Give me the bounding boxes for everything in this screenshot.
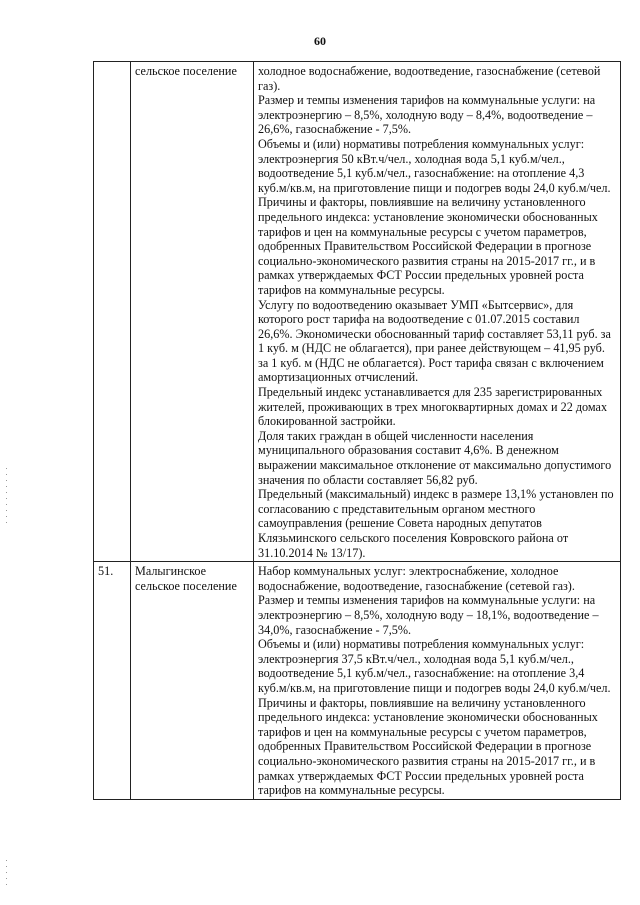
row-number-cell: 51. xyxy=(94,562,131,800)
description-paragraph: Размер и темпы изменения тарифов на коммунальные услуги: на электроэнергию – 8,5%, холодную воду – 8,4%, водоотведение – 26,6%, газоснабжение - 7,5%. xyxy=(258,93,596,137)
description-paragraph: Услугу по водоотведению оказывает УМП «Бытсервис», для которого рост тарифа на водоотведение с 01.07.2015 составил 26,6%. Экономически обоснованный тариф составляет 53,11 руб. за 1 куб. м (НДС не облагается), при ранее действующем – 41,95 руб. за 1 куб. м (НДС не облагается). Рост тарифа связан с включением амортизационных отчислений. xyxy=(258,297,611,385)
row-number-cell xyxy=(94,62,131,562)
tariff-table xyxy=(93,61,621,800)
description-cell xyxy=(254,562,621,800)
description-paragraph: Предельный индекс устанавливается для 235 зарегистрированных жителей, проживающих в трех многоквартирных домах и 22 домах блокированной застройки. xyxy=(258,385,608,429)
description-paragraph: холодное водоснабжение, водоотведение, газоснабжение (сетевой газ). xyxy=(258,64,601,93)
description-cell xyxy=(254,62,621,562)
page-number: 60 xyxy=(314,34,326,48)
description-paragraph: Размер и темпы изменения тарифов на коммунальные услуги: на электроэнергию – 8,5%, холодную воду – 18,1%, водоотведение – 34,0%, газоснабжение - 7,5%. xyxy=(258,593,599,637)
description-paragraph: Объемы и (или) нормативы потребления коммунальных услуг: электроэнергия 50 кВт.ч/чел., холодная вода 5,1 куб.м/чел., водоотведение 5,1 куб.м/чел., газоснабжение: на отопление 4,3 куб.м/кв.м, на приготовление пищи и подогрев воды 24,0 куб.м/чел. xyxy=(258,136,611,195)
description-paragraph: Причины и факторы, повлиявшие на величину установленного предельного индекса: установление экономически обоснованных тарифов и цен на коммунальные ресурсы с учетом параметров, одобренных Правительством Российской Федерации в прогнозе социально-экономического развития страны на 2015-2017 гг., и в рамках утверждаемых ФСТ России предельных уровней роста тарифов на коммунальные ресурсы. xyxy=(258,695,598,798)
description-paragraph: Объемы и (или) нормативы потребления коммунальных услуг: электроэнергия 37,5 кВт.ч/чел., холодная вода 5,1 куб.м/чел., водоотведение 5,1 куб.м/чел., газоснабжение: на отопление 3,4 куб.м/кв.м, на приготовление пищи и подогрев воды 24,0 куб.м/чел. xyxy=(258,637,611,695)
table-row xyxy=(94,562,621,800)
description-paragraph: Набор коммунальных услуг: электроснабжение, холодное водоснабжение, водоотведение, газоснабжение (сетевой газ). xyxy=(258,564,575,593)
settlement-name-cell: Малыгинское сельское поселение xyxy=(131,562,254,800)
margin-scan-marks xyxy=(6,468,7,528)
table-row xyxy=(94,62,621,562)
description-paragraph: Предельный (максимальный) индекс в размере 13,1% установлен по согласованию с представительным органом местного самоуправления (решение Совета народных депутатов Клязьминского сельского поселения Ковровского района от 31.10.2014 № 13/17). xyxy=(258,487,614,560)
description-paragraph: Доля таких граждан в общей численности населения муниципального образования составит 4,6%. В денежном выражении максимальное отклонение от максимально допустимого значения по области составляет 56,82 руб. xyxy=(258,428,612,487)
description-paragraph: Причины и факторы, повлиявшие на величину установленного предельного индекса: установление экономически обоснованных тарифов и цен на коммунальные ресурсы с учетом параметров, одобренных Правительством Российской Федерации в прогнозе социально-экономического развития страны на 2015-2017 гг., и в рамках утверждаемых ФСТ России предельных уровней роста тарифов на коммунальные ресурсы. xyxy=(258,195,598,297)
margin-scan-marks xyxy=(6,860,7,890)
settlement-name-cell: сельское поселение xyxy=(131,62,254,562)
